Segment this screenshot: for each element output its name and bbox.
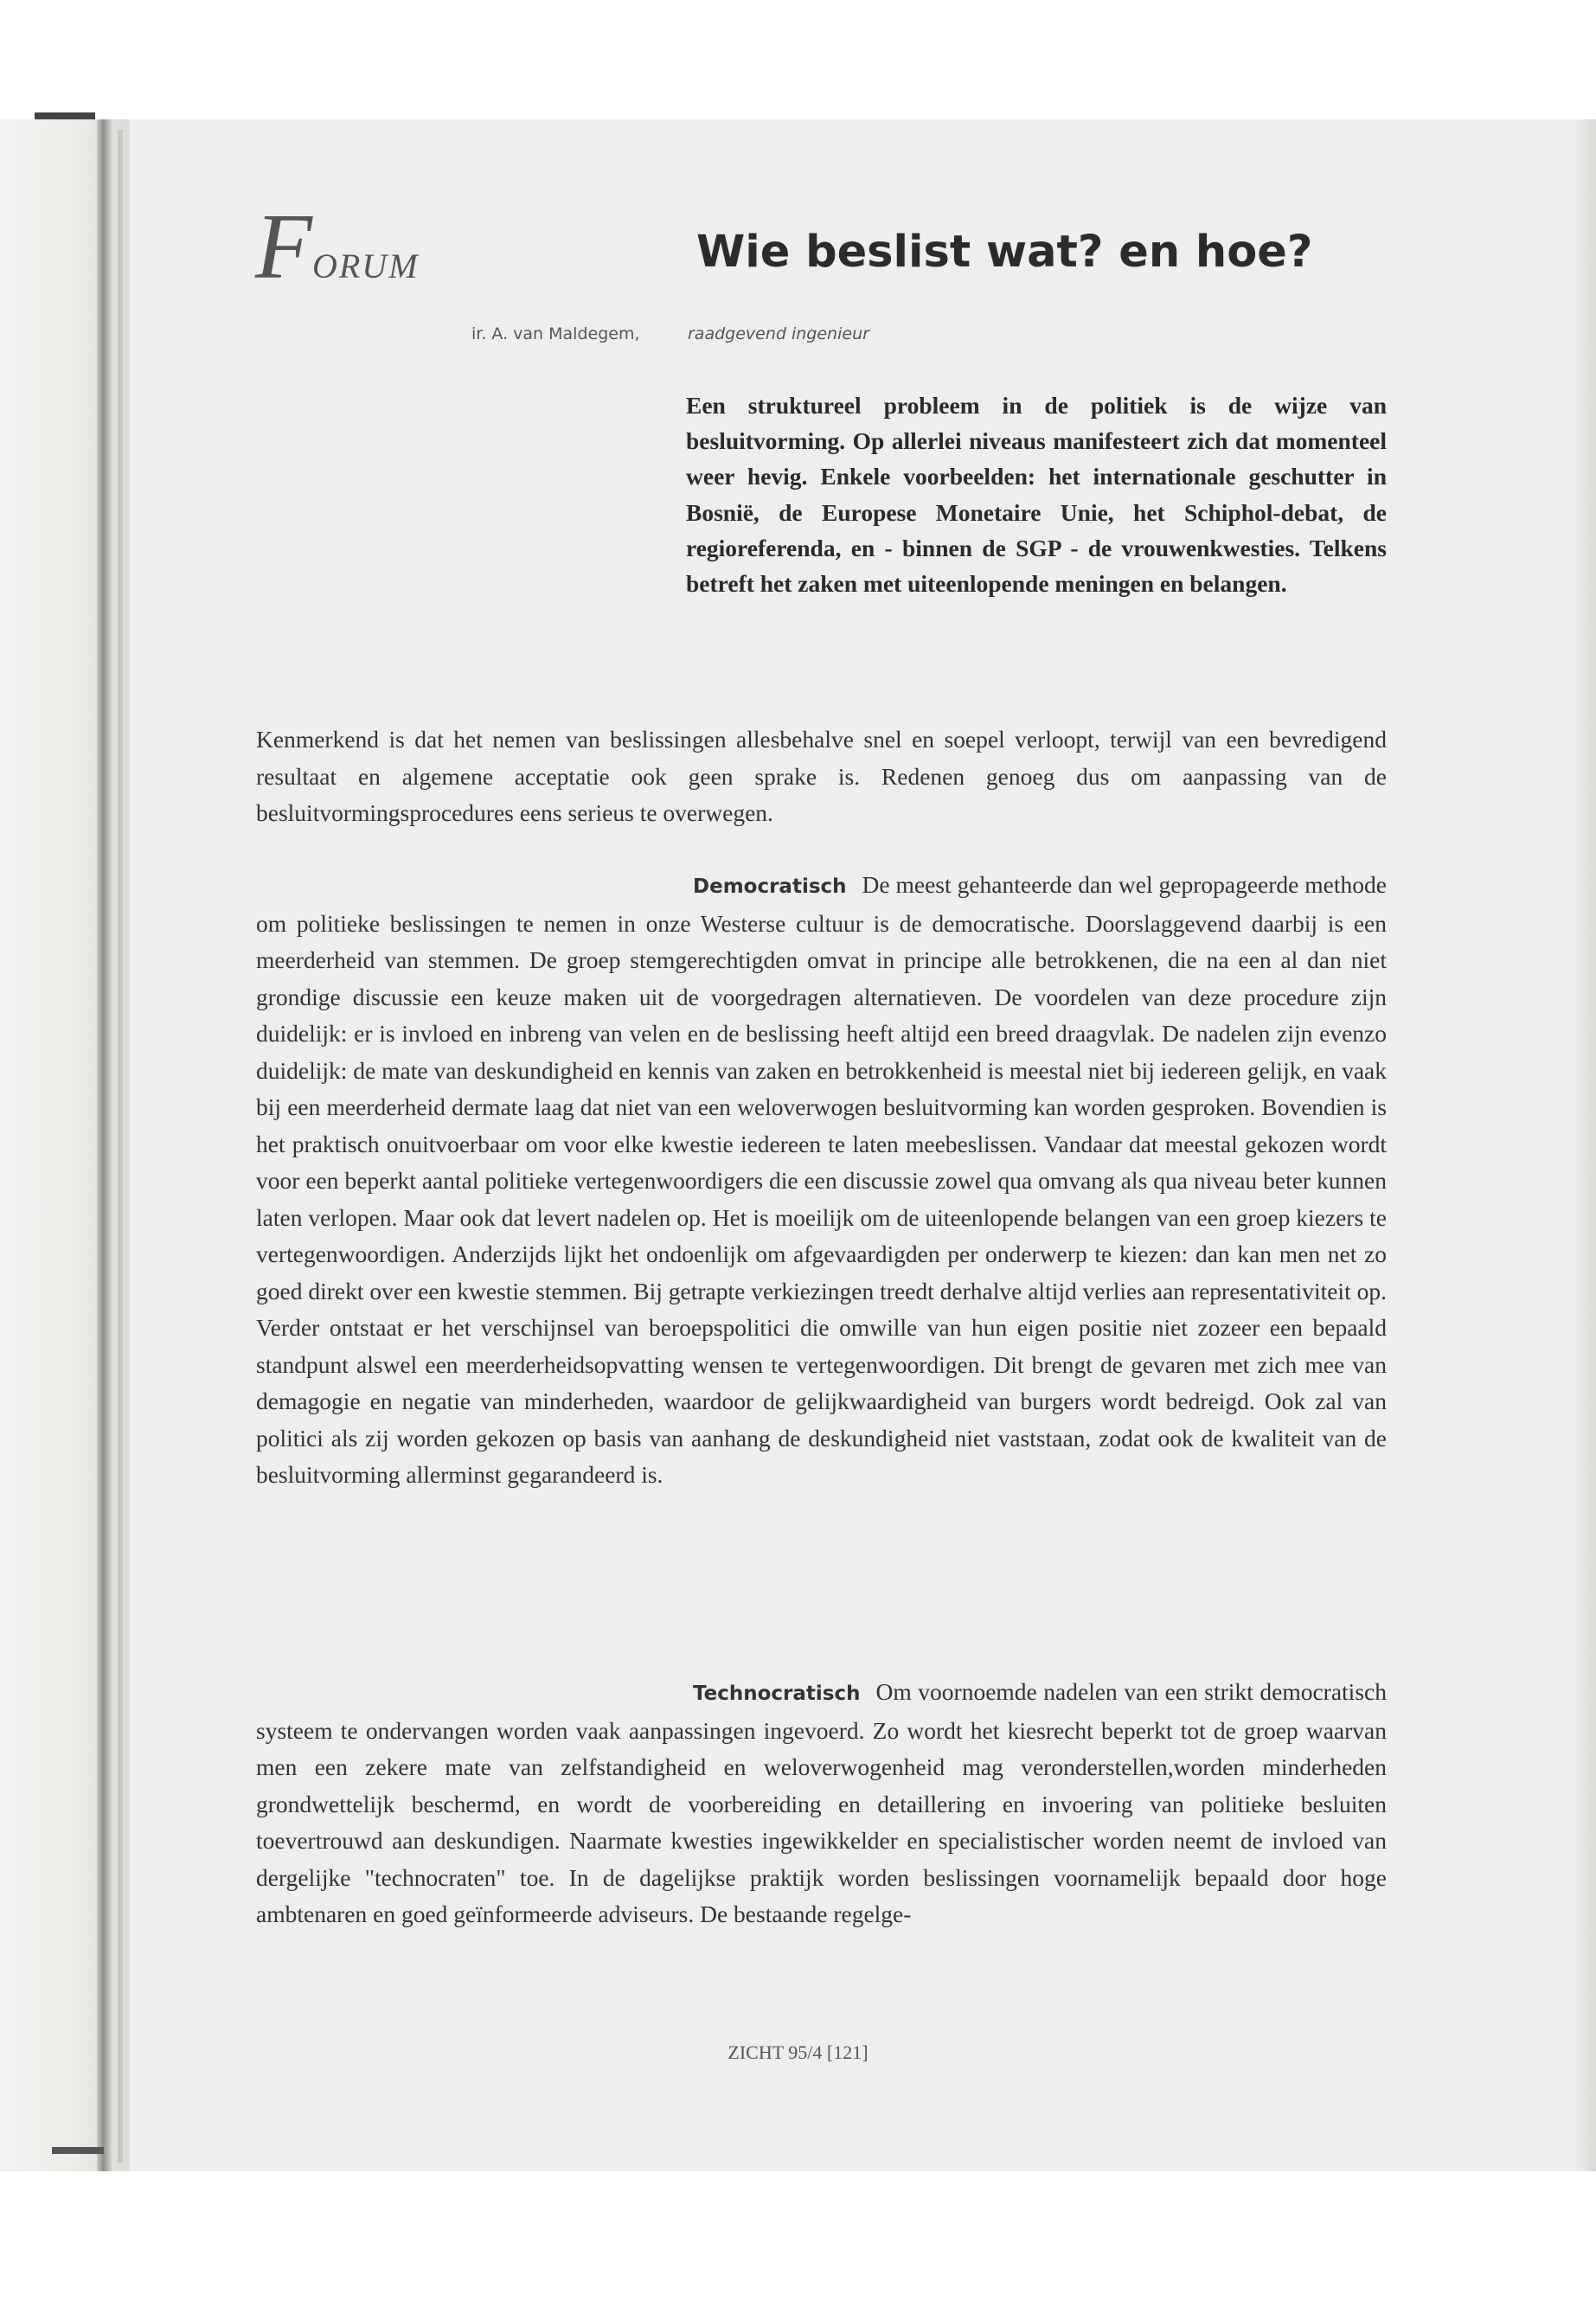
body-paragraph-democratisch [256, 867, 1387, 1494]
intro-paragraph: Een struktureel probleem in de politiek is de wijze van besluitvorming. Op allerlei niveaus manifesteert zich dat momenteel weer hevig. Enkele voorbeelden: het internationale geschutter in Bosnië, de Europese Monetaire Unie, het Schiphol-debat, de regioreferenda, en - binnen de SGP - de vrouwenkwesties. Telkens betreft het zaken met uiteenlopende meningen en belangen. [686, 392, 1387, 598]
author-role: raadgevend ingenieur [688, 324, 869, 343]
section-text-technocratisch: Om voornoemde nadelen van een strikt democratisch systeem te ondervangen worden vaak aanpassingen ingevoerd. Zo wordt het kiesrecht beperkt tot de groep waarvan men een zekere mate van zelfstandigheid en weloverwogenheid mag veronderstellen,worden minderheden grondwettelijk beschermd, en wordt de voorbereiding en detaillering en invoering van politieke besluiten toevertrouwd aan deskundigen. Naarmate kwesties ingewikkelder en specialistischer worden neemt de invloed van dergelijke "technocraten" toe. In de dagelijkse praktijk worden beslissingen voornamelijk bepaald door hoge ambtenaren en goed geïnformeerde adviseurs. De bestaande regelge- [256, 1678, 1387, 1927]
binding-clip-top [35, 112, 95, 119]
page-footer: ZICHT 95/4 [121] [727, 2041, 869, 2063]
section-text-democratisch: De meest gehanteerde dan wel gepropageerde methode om politieke beslissingen te nemen in onze Westerse cultuur is de democratische. Doorslaggevend daarbij is een meerderheid van stemmen. De groep stemgerechtigden omvat in principe alle betrokkenen, die na een al dan niet grondige discussie een keuze maken uit de voorgedragen alternatieven. De voordelen van deze procedure zijn duidelijk: er is invloed en inbreng van velen en de beslissing heeft altijd een breed draagvlak. De nadelen zijn evenzo duidelijk: de mate van deskundigheid en kennis van zaken en betrokkenheid is meestal niet bij iedereen gelijk, en vaak bij een meerderheid dermate laag dat niet van een weloverwogen besluitvorming kan worden gesproken. Bovendien is het praktisch onuitvoerbaar om voor elke kwestie iedereen te laten meebeslissen. Vandaar dat meestal gekozen wordt voor een beperkt aantal politieke vertegenwoordigers die een discussie zowel qua omvang als qua niveau beter kunnen laten verlopen. Maar ook dat levert nadelen op. Het is moeilijk om de uiteenlopende belangen van een groep kiezers te vertegenwoordigen. Anderzijds lijkt het ondoenlijk om afgevaardigden per onderwerp te kiezen: dan kan men net zo goed direkt over een kwestie stemmen. Bij getrapte verkiezingen treedt derhalve altijd verlies aan representativiteit op. Verder ontstaat er het verschijnsel van beroepspolitici die omwille van hun eigen positie niet zozeer een bepaald standpunt alswel een meerderheidsopvatting wensen te vertegenwoordigen. Dit brengt de gevaren met zich mee van demagogie en negatie van minderheden, waardoor de gelijkwaardigheid van burgers wordt bedreigd. Ook zal van politici als zij worden gekozen op basis van aanhang de deskundigheid niet vaststaan, zodat ook de kwaliteit van de besluitvorming allerminst gegarandeerd is. [256, 871, 1387, 1488]
body-paragraph-technocratisch [256, 1674, 1387, 1933]
section-heading-democratisch: Democratisch [693, 875, 847, 898]
section-heading-technocratisch: Technocratisch [693, 1682, 861, 1705]
binding-fold [118, 130, 123, 2163]
section-label [255, 195, 420, 298]
body-paragraph: Kenmerkend is dat het nemen van beslissingen allesbehalve snel en soepel verloopt, terwijl van een bevredigend resultaat en algemene acceptatie ook geen sprake is. Redenen genoeg dus om aanpassing van de besluitvormingsprocedures eens serieus te overwegen. [256, 726, 1387, 826]
page-edge [1574, 119, 1596, 2171]
binding-clip-bottom [52, 2147, 104, 2154]
article-title: Wie beslist wat? en hoe? [696, 227, 1313, 278]
binding-spine [97, 119, 112, 2171]
section-label-rest: ORUM [311, 247, 420, 285]
author-name: ir. A. van Maldegem, [471, 324, 640, 343]
section-label-initial: F [255, 195, 312, 298]
